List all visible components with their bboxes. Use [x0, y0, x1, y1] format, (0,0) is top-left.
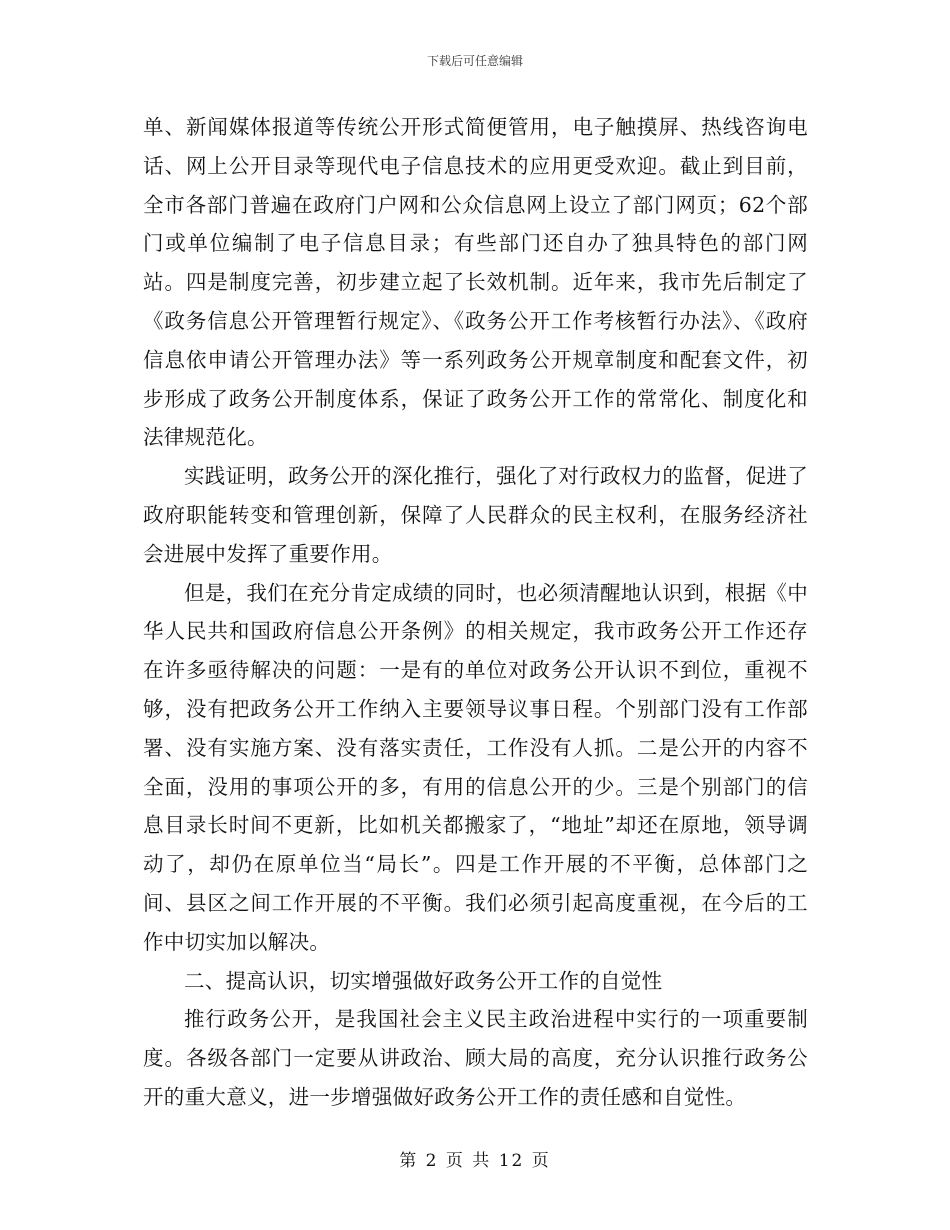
- document-body: [143, 108, 808, 1117]
- page-number: 第 2 页 共 12 页: [399, 1151, 551, 1171]
- section-heading: 二、提高认识，切实增强做好政务公开工作的自觉性: [184, 968, 663, 993]
- paragraph: 但是，我们在充分肯定成绩的同时，也必须清醒地认识到，根据《中华人民共和国政府信息公开条例》的相关规定，我市政务公开工作还存在许多亟待解决的问题：一是有的单位对政务公开认识不到位，重视不够，没有把政务公开工作纳入主要领导议事日程。个别部门没有工作部署、没有实施方案、没有落实责任，工作没有人抓。二是公开的内容不全面，没用的事项公开的多，有用的信息公开的少。三是个别部门的信息目录长时间不更新，比如机关都搬家了，“地址”却还在原地，领导调动了，却仍在原单位当“局长”。四是工作开展的不平衡，总体部门之间、县区之间工作开展的不平衡。我们必须引起高度重视，在今后的工作中切实加以解决。: [143, 580, 808, 954]
- paragraph-continued: 单、新闻媒体报道等传统公开形式简便管用，电子触摸屏、热线咨询电话、网上公开目录等现代电子信息技术的应用更受欢迎。截止到目前，全市各部门普遍在政府门户网和公众信息网上设立了部门网页；62个部门或单位编制了电子信息目录；有些部门还自办了独具特色的部门网站。四是制度完善，初步建立起了长效机制。近年来，我市先后制定了《政务信息公开管理暂行规定》、《政务公开工作考核暂行办法》、《政府信息依申请公开管理办法》等一系列政务公开规章制度和配套文件，初步形成了政务公开制度体系，保证了政务公开工作的常常化、制度化和法律规范化。: [143, 115, 808, 450]
- paragraph: 推行政务公开，是我国社会主义民主政治进程中实行的一项重要制度。各级各部门一定要从讲政治、顾大局的高度，充分认识推行政务公开的重大意义，进一步增强做好政务公开工作的责任感和自觉性。: [143, 1007, 808, 1109]
- page-header: 下载后可任意编辑: [426, 54, 523, 68]
- paragraph: 实践证明，政务公开的深化推行，强化了对行政权力的监督，促进了政府职能转变和管理创新，保障了人民群众的民主权利，在服务经济社会进展中发挥了重要作用。: [143, 464, 808, 566]
